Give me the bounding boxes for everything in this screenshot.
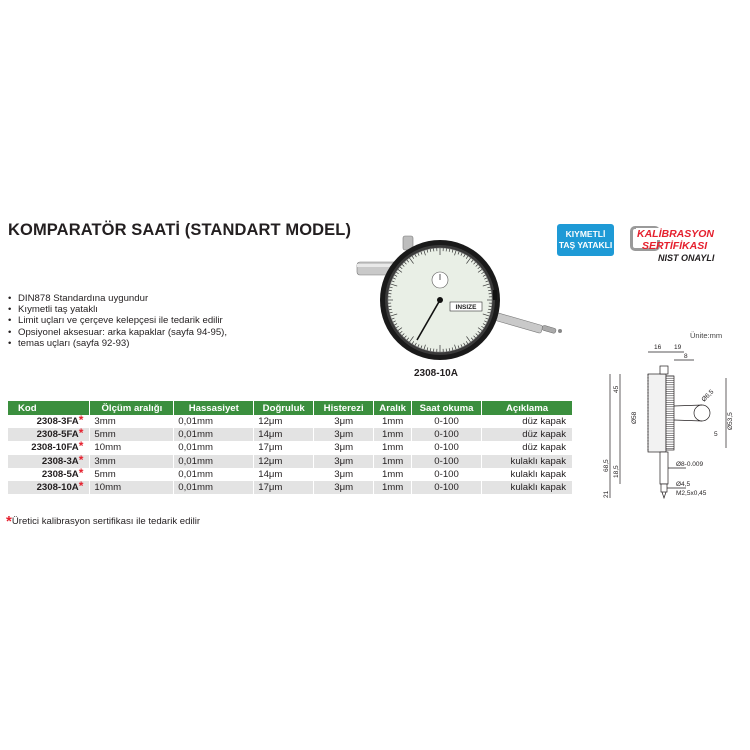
certificate-star: * — [78, 426, 84, 441]
table-cell-hysteresis: 3μm — [314, 441, 374, 454]
table-cell-hysteresis: 3μm — [314, 468, 374, 481]
dim-label: 45 — [613, 385, 620, 393]
dim-label: 19 — [674, 344, 682, 351]
dim-label: 18,5 — [613, 465, 620, 478]
dim-label: Ø6,5 — [700, 388, 716, 404]
column-header: Doğruluk — [254, 401, 314, 415]
table-row — [8, 415, 573, 428]
table-row — [8, 441, 573, 454]
table-cell-hysteresis: 3μm — [314, 428, 374, 441]
table-cell-range: 5mm — [90, 428, 174, 441]
column-header: Saat okuma — [412, 401, 482, 415]
technical-drawing — [603, 338, 746, 508]
feature-item: • DIN878 Standardına uygundur — [8, 293, 227, 304]
dim-label: 8 — [684, 353, 688, 360]
footnote-text: Üretici kalibrasyon sertifikası ile tedarik edilir — [11, 516, 201, 527]
dim-label: Ø58 — [631, 411, 638, 424]
table-cell-reading: 0-100 — [412, 481, 482, 494]
dim-label: 16 — [654, 344, 662, 351]
table-cell-resolution: 0,01mm — [174, 481, 254, 494]
table-cell-reading: 0-100 — [412, 468, 482, 481]
dim-label: Ø4,5 — [676, 481, 691, 488]
table-cell-interval: 1mm — [374, 428, 412, 441]
column-header: Kod — [8, 401, 90, 415]
table-cell-desc: kulaklı kapak — [482, 455, 573, 468]
table-cell-reading: 0-100 — [412, 415, 482, 428]
spec-table — [8, 401, 573, 494]
column-header: Aralık — [374, 401, 412, 415]
product-code: 2308-10A* — [8, 481, 90, 494]
dim-label: 68,5 — [603, 459, 610, 472]
table-cell-range: 5mm — [90, 468, 174, 481]
badge-line-1: KIYMETLİ — [565, 229, 606, 239]
table-row — [8, 468, 573, 481]
feature-list — [8, 293, 227, 349]
photo-caption: 2308-10A — [414, 368, 458, 379]
feature-item: • Opsiyonel aksesuar: arka kapaklar (sayfa 94-95), — [8, 327, 227, 338]
table-cell-interval: 1mm — [374, 415, 412, 428]
table-cell-accuracy: 17μm — [254, 441, 314, 454]
table-cell-hysteresis: 3μm — [314, 415, 374, 428]
dim-label: Ø53,5 — [727, 412, 734, 430]
table-row — [8, 481, 573, 494]
table-cell-desc: düz kapak — [482, 441, 573, 454]
table-cell-resolution: 0,01mm — [174, 415, 254, 428]
feature-item: • Limit uçları ve çerçeve kelepçesi ile tedarik edilir — [8, 315, 227, 326]
table-cell-reading: 0-100 — [412, 455, 482, 468]
table-cell-accuracy: 12μm — [254, 455, 314, 468]
table-cell-interval: 1mm — [374, 441, 412, 454]
feature-item: • Kıymetli taş yataklı — [8, 304, 227, 315]
dim-label: M2,5x0,45 — [676, 490, 707, 497]
product-code: 2308-10FA* — [8, 441, 90, 454]
column-header: Ölçüm aralığı — [90, 401, 174, 415]
table-cell-resolution: 0,01mm — [174, 455, 254, 468]
table-cell-reading: 0-100 — [412, 428, 482, 441]
column-header: Açıklama — [482, 401, 573, 415]
table-cell-hysteresis: 3μm — [314, 481, 374, 494]
certificate-star: * — [78, 439, 84, 454]
page-title: KOMPARATÖR SAATİ (STANDART MODEL) — [8, 221, 352, 239]
certificate-star: * — [78, 465, 84, 480]
feature-item: • temas uçları (sayfa 92-93) — [8, 338, 227, 349]
footnote-star: * — [6, 513, 12, 530]
table-cell-interval: 1mm — [374, 468, 412, 481]
calibration-line-2: SERTİFİKASI — [642, 240, 708, 252]
badge-line-2: TAŞ YATAKLI — [558, 240, 613, 250]
certificate-star: * — [78, 479, 84, 494]
table-cell-range: 3mm — [90, 415, 174, 428]
dim-label: 5 — [714, 431, 718, 438]
dim-label: 21 — [603, 490, 610, 498]
table-cell-hysteresis: 3μm — [314, 455, 374, 468]
table-row — [8, 455, 573, 468]
column-header: Histerezi — [314, 401, 374, 415]
table-cell-interval: 1mm — [374, 481, 412, 494]
table-cell-resolution: 0,01mm — [174, 428, 254, 441]
product-code: 2308-5A* — [8, 468, 90, 481]
brand-label: INSIZE — [455, 304, 477, 311]
table-cell-desc: kulaklı kapak — [482, 468, 573, 481]
product-code: 2308-3FA* — [8, 415, 90, 428]
column-header: Hassasiyet — [174, 401, 254, 415]
table-cell-accuracy: 17μm — [254, 481, 314, 494]
certificate-star: * — [78, 413, 84, 428]
dim-label: Ø8-0.009 — [676, 461, 704, 468]
table-cell-accuracy: 14μm — [254, 468, 314, 481]
table-header-row — [8, 401, 573, 415]
table-cell-range: 3mm — [90, 455, 174, 468]
dial-indicator-image — [345, 232, 575, 362]
product-code: 2308-5FA* — [8, 428, 90, 441]
table-cell-resolution: 0,01mm — [174, 468, 254, 481]
product-code: 2308-3A* — [8, 455, 90, 468]
table-cell-accuracy: 14μm — [254, 428, 314, 441]
table-cell-range: 10mm — [90, 481, 174, 494]
table-cell-reading: 0-100 — [412, 441, 482, 454]
table-cell-desc: düz kapak — [482, 415, 573, 428]
unit-note: Ünite:mm — [690, 331, 723, 340]
table-cell-accuracy: 12μm — [254, 415, 314, 428]
table-cell-range: 10mm — [90, 441, 174, 454]
table-cell-desc: düz kapak — [482, 428, 573, 441]
table-cell-resolution: 0,01mm — [174, 441, 254, 454]
certificate-star: * — [78, 452, 84, 467]
footnote — [6, 513, 201, 530]
calibration-line-3: NIST ONAYLI — [658, 253, 715, 263]
calibration-line-1: KALİBRASYON — [637, 228, 715, 240]
table-row — [8, 428, 573, 441]
table-cell-interval: 1mm — [374, 455, 412, 468]
table-cell-desc: kulaklı kapak — [482, 481, 573, 494]
